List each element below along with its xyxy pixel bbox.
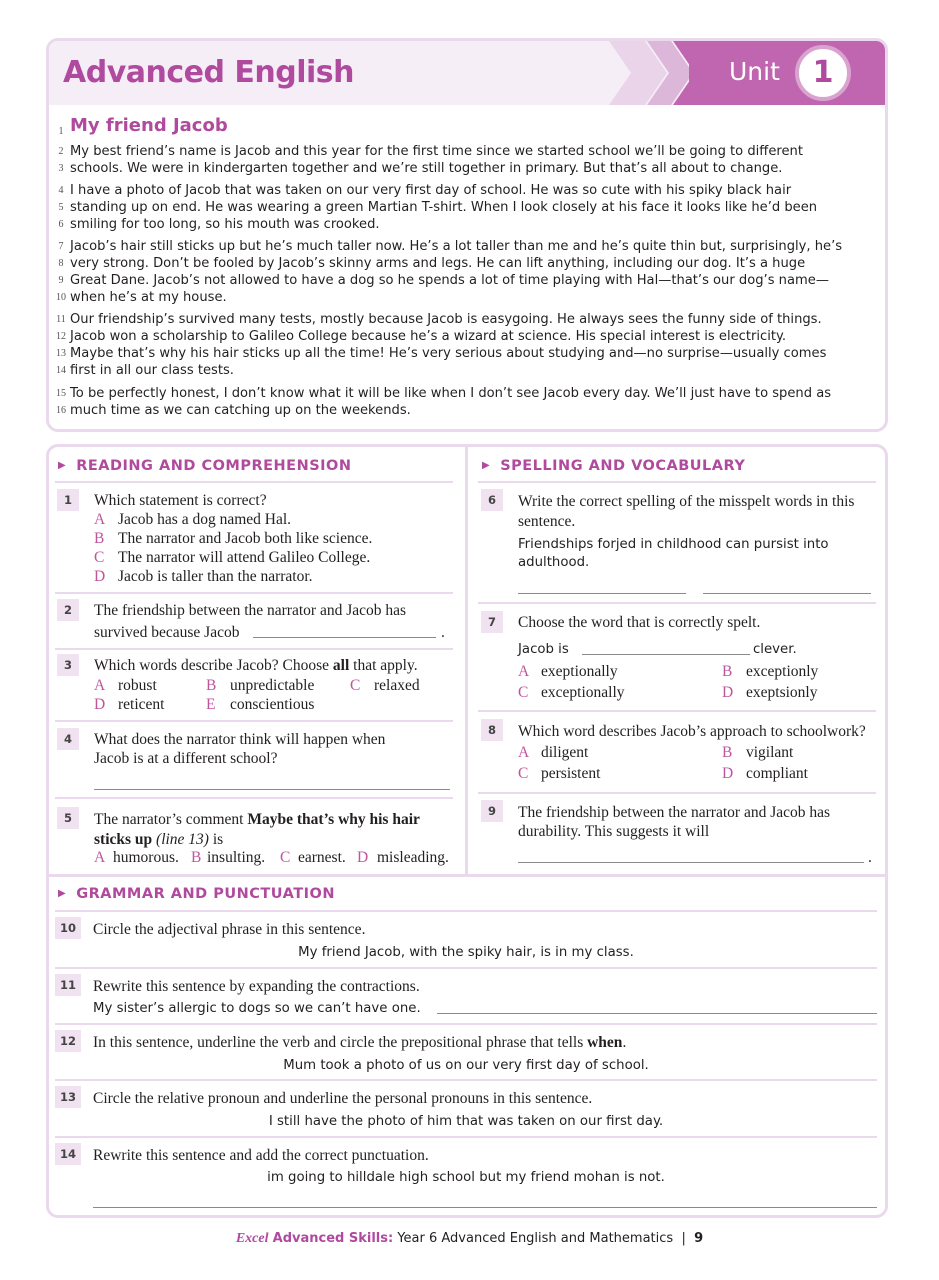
option-text[interactable]: The narrator will attend Galileo College.	[118, 549, 371, 566]
question-text-part: is	[208, 831, 224, 848]
question-text: Which statement is correct?	[94, 492, 267, 509]
question-text: Choose the word that is correctly spelt.	[518, 614, 761, 631]
question-text	[94, 830, 223, 850]
option-letter[interactable]: C	[280, 849, 291, 866]
passage-line	[49, 289, 885, 306]
option-letter[interactable]: B	[722, 663, 733, 680]
question-number: 4	[57, 728, 79, 750]
question-text-part: that apply.	[349, 657, 418, 674]
question-text: Write the correct spelling of the misspelt words in this	[518, 493, 855, 510]
unit-number-badge: 1	[795, 45, 851, 101]
footer-separator: |	[681, 1231, 686, 1246]
line-text: schools. We were in kindergarten together and we’re still together in primary. But that’s all about to change.	[70, 161, 783, 176]
option-letter[interactable]: C	[518, 765, 529, 782]
question-number: 8	[481, 719, 503, 741]
question-text: .	[441, 624, 445, 641]
option-letter[interactable]: A	[518, 663, 530, 680]
passage-title: My friend Jacob	[70, 115, 228, 136]
line-text: Jacob’s hair still sticks up but he’s much taller now. He’s a lot taller than me and he’s quite thin but, surprisingly, he’s	[70, 239, 843, 254]
line-text: To be perfectly honest, I don’t know what it will be like when I don’t see Jacob every day. We’ll just have to spend as	[70, 386, 832, 401]
answer-line[interactable]	[253, 637, 436, 638]
option-text[interactable]: reticent	[118, 696, 165, 713]
option-letter[interactable]: B	[191, 849, 202, 866]
line-number: 5	[58, 202, 64, 213]
option-letter[interactable]: A	[518, 744, 530, 761]
line-text: first in all our class tests.	[70, 363, 234, 378]
question-rule	[55, 648, 453, 650]
option-text[interactable]: humorous.	[113, 849, 179, 866]
passage-line	[49, 272, 885, 289]
question-text: Circle the relative pronoun and underline the personal pronouns in this sentence.	[93, 1090, 593, 1107]
passage-line	[49, 255, 885, 272]
question-number: 3	[57, 654, 79, 676]
question-text: Rewrite this sentence by expanding the contractions.	[93, 978, 420, 995]
question-text	[94, 810, 420, 830]
answer-line[interactable]	[582, 654, 750, 655]
question-text: The friendship between the narrator and Jacob has	[94, 602, 407, 619]
option-text[interactable]: robust	[118, 677, 157, 694]
option-letter[interactable]: A	[94, 849, 106, 866]
line-text: much time as we can catching up on the weekends.	[70, 403, 411, 418]
question-rule	[55, 1023, 877, 1025]
line-text: very strong. Don’t be fooled by Jacob’s skinny arms and legs. He can lift anything, including our dog. It’s a huge	[70, 256, 806, 271]
passage-line	[49, 143, 885, 160]
option-text[interactable]: misleading.	[377, 849, 449, 866]
question-text: The friendship between the narrator and Jacob has	[518, 804, 831, 821]
line-number: 1	[58, 126, 64, 137]
question-rule	[55, 797, 453, 799]
option-letter[interactable]: D	[94, 568, 106, 585]
stimulus-sentence: im going to hilldale high school but my friend mohan is not.	[267, 1170, 665, 1185]
line-number: 16	[56, 405, 66, 416]
question-text: What does the narrator think will happen when	[94, 731, 386, 748]
answer-line[interactable]	[437, 1013, 877, 1014]
heading-text: READING AND COMPREHENSION	[76, 458, 352, 474]
question-rule	[55, 481, 453, 483]
question-number: 9	[481, 800, 503, 822]
section-divider	[46, 874, 888, 877]
passage-line	[49, 402, 885, 419]
option-letter[interactable]: D	[357, 849, 369, 866]
option-letter[interactable]: D	[722, 684, 734, 701]
question-number: 2	[57, 599, 79, 621]
question-text-bold: when	[587, 1034, 623, 1051]
passage-line	[49, 385, 885, 402]
question-number: 6	[481, 489, 503, 511]
option-text[interactable]: The narrator and Jacob both like science.	[118, 530, 373, 547]
option-text[interactable]: exceptionally	[541, 684, 625, 701]
passage-title-row	[49, 115, 885, 139]
question-number: 13	[55, 1086, 81, 1108]
line-number: 11	[56, 314, 66, 325]
option-text[interactable]: insulting.	[207, 849, 266, 866]
question-rule	[55, 967, 877, 969]
question-rule	[478, 481, 876, 483]
question-number: 11	[55, 974, 81, 996]
question-text-part: The narrator’s comment	[94, 811, 248, 828]
option-letter[interactable]: D	[722, 765, 734, 782]
question-text: Which word describes Jacob’s approach to schoolwork?	[518, 723, 866, 740]
page-number: 9	[694, 1231, 704, 1246]
option-text[interactable]: exeptionally	[541, 663, 618, 680]
option-letter[interactable]: A	[94, 677, 106, 694]
line-text: Jacob won a scholarship to Galileo College because he’s a wizard at science. His special interest is electricity.	[70, 329, 787, 344]
answer-line[interactable]	[703, 593, 871, 594]
answer-line[interactable]	[518, 862, 864, 863]
unit-header	[49, 41, 885, 105]
question-number: 12	[55, 1030, 81, 1052]
grammar-heading	[58, 886, 335, 902]
line-reference: (line 13)	[152, 831, 209, 848]
stimulus-sentence: My friend Jacob, with the spiky hair, is in my class.	[298, 945, 634, 960]
passage-line	[49, 328, 885, 345]
option-text[interactable]: unpredictable	[230, 677, 315, 694]
brand-name: Excel	[235, 1231, 269, 1246]
option-letter[interactable]: B	[722, 744, 733, 761]
option-letter[interactable]: D	[94, 696, 106, 713]
answer-line[interactable]	[93, 1207, 877, 1208]
option-letter[interactable]: C	[350, 677, 361, 694]
question-text-part: Which words describe Jacob? Choose	[94, 657, 333, 674]
triangle-icon: ▶	[58, 460, 67, 471]
question-rule	[55, 1136, 877, 1138]
question-text: Rewrite this sentence and add the correct punctuation.	[93, 1147, 429, 1164]
option-text[interactable]: persistent	[541, 765, 601, 782]
line-number: 7	[58, 241, 64, 252]
line-number: 9	[58, 275, 64, 286]
option-text[interactable]: relaxed	[374, 677, 420, 694]
question-text-bold: all	[332, 657, 350, 674]
question-rule	[55, 592, 453, 594]
stimulus-sentence: I still have the photo of him that was taken on our first day.	[268, 1114, 664, 1129]
passage-line	[49, 238, 885, 255]
option-text[interactable]: compliant	[746, 765, 808, 782]
quote-text: Maybe that’s why his hair	[247, 811, 420, 828]
triangle-icon: ▶	[482, 460, 491, 471]
line-text: standing up on end. He was wearing a green Martian T-shirt. When I look closely at his face it looks like he’d been	[70, 200, 818, 215]
answer-line[interactable]	[94, 789, 450, 790]
option-letter[interactable]: A	[94, 511, 106, 528]
option-letter[interactable]: C	[518, 684, 529, 701]
option-letter[interactable]: E	[206, 696, 216, 713]
line-number: 13	[56, 348, 66, 359]
heading-text: SPELLING AND VOCABULARY	[500, 458, 746, 474]
question-rule	[478, 792, 876, 794]
series-name: Advanced Skills:	[272, 1231, 394, 1246]
option-letter[interactable]: B	[94, 530, 105, 547]
page-footer	[0, 1231, 939, 1247]
option-text[interactable]: Jacob has a dog named Hal.	[118, 511, 292, 528]
line-number: 3	[58, 163, 64, 174]
line-text: when he’s at my house.	[70, 290, 227, 305]
question-text-part: .	[622, 1034, 627, 1051]
question-text: sentence.	[518, 513, 576, 530]
question-number: 10	[55, 917, 81, 939]
option-text[interactable]: conscientious	[230, 696, 315, 713]
stimulus-sentence: Mum took a photo of us on our very first day of school.	[283, 1058, 649, 1073]
question-number: 7	[481, 611, 503, 633]
line-text: Great Dane. Jacob’s not allowed to have a dog so he spends a lot of time playing with Hal—that’s our dog’s name—	[70, 273, 829, 288]
passage-line	[49, 216, 885, 233]
spelling-heading	[482, 458, 745, 474]
question-text	[94, 656, 418, 676]
book-title: Year 6 Advanced English and Mathematics	[393, 1231, 674, 1246]
line-number: 14	[56, 365, 66, 376]
stimulus-sentence: clever.	[753, 642, 797, 657]
option-text[interactable]: exeptsionly	[746, 684, 818, 701]
question-text-part: In this sentence, underline the verb and circle the prepositional phrase that tells	[93, 1034, 588, 1051]
line-text: smiling for too long, so his mouth was crooked.	[70, 217, 380, 232]
question-number: 1	[57, 489, 79, 511]
passage-line	[49, 311, 885, 328]
question-rule	[55, 910, 877, 912]
question-rule	[478, 710, 876, 712]
line-text: I have a photo of Jacob that was taken on our very first day of school. He was so cute with his spiky black hair	[70, 183, 792, 198]
option-text[interactable]: Jacob is taller than the narrator.	[118, 568, 313, 585]
unit-label: Unit	[729, 57, 780, 86]
stimulus-sentence: Friendships forjed in childhood can pursist into	[518, 537, 829, 552]
unit-band	[689, 41, 885, 105]
answer-line[interactable]	[518, 593, 686, 594]
passage-line	[49, 182, 885, 199]
column-divider	[465, 444, 468, 876]
triangle-icon: ▶	[58, 888, 67, 899]
question-text: Jacob is at a different school?	[94, 750, 278, 767]
option-letter[interactable]: C	[94, 549, 105, 566]
question-rule	[478, 602, 876, 604]
stimulus-sentence: Jacob is	[518, 642, 569, 657]
question-text: survived because Jacob	[94, 624, 240, 641]
question-number: 5	[57, 807, 79, 829]
line-number: 6	[58, 219, 64, 230]
quote-text: sticks up	[94, 831, 153, 848]
question-number: 14	[55, 1143, 81, 1165]
option-letter[interactable]: B	[206, 677, 217, 694]
question-text	[93, 1033, 626, 1053]
line-number: 4	[58, 185, 64, 196]
passage-panel	[46, 38, 888, 432]
option-text[interactable]: exceptionly	[746, 663, 819, 680]
line-text: My best friend’s name is Jacob and this year for the first time since we started school we’ll be going to different	[70, 144, 803, 159]
reading-heading	[58, 458, 352, 474]
option-text[interactable]: vigilant	[746, 744, 794, 761]
option-text[interactable]: earnest.	[298, 849, 346, 866]
question-text: .	[868, 849, 872, 866]
heading-text: GRAMMAR AND PUNCTUATION	[76, 886, 335, 902]
question-text: Circle the adjectival phrase in this sentence.	[93, 921, 366, 938]
question-rule	[55, 720, 453, 722]
option-text[interactable]: diligent	[541, 744, 589, 761]
question-rule	[55, 1079, 877, 1081]
passage-line	[49, 345, 885, 362]
line-text: Maybe that’s why his hair sticks up all the time! He’s very serious about studying and—no surprise—usually comes	[70, 346, 827, 361]
line-number: 2	[58, 146, 64, 157]
line-number: 10	[56, 292, 66, 303]
line-text: Our friendship’s survived many tests, mostly because Jacob is easygoing. He always sees the funny side of things.	[70, 312, 822, 327]
stimulus-sentence: adulthood.	[518, 555, 590, 570]
line-number: 8	[58, 258, 64, 269]
stimulus-sentence: My sister’s allergic to dogs so we can’t have one.	[93, 1001, 421, 1016]
passage-line	[49, 362, 885, 379]
passage-line	[49, 160, 885, 177]
line-number: 15	[56, 388, 66, 399]
line-number: 12	[56, 331, 66, 342]
passage-line	[49, 199, 885, 216]
page-title: Advanced English	[63, 55, 355, 90]
question-text: durability. This suggests it will	[518, 823, 710, 840]
